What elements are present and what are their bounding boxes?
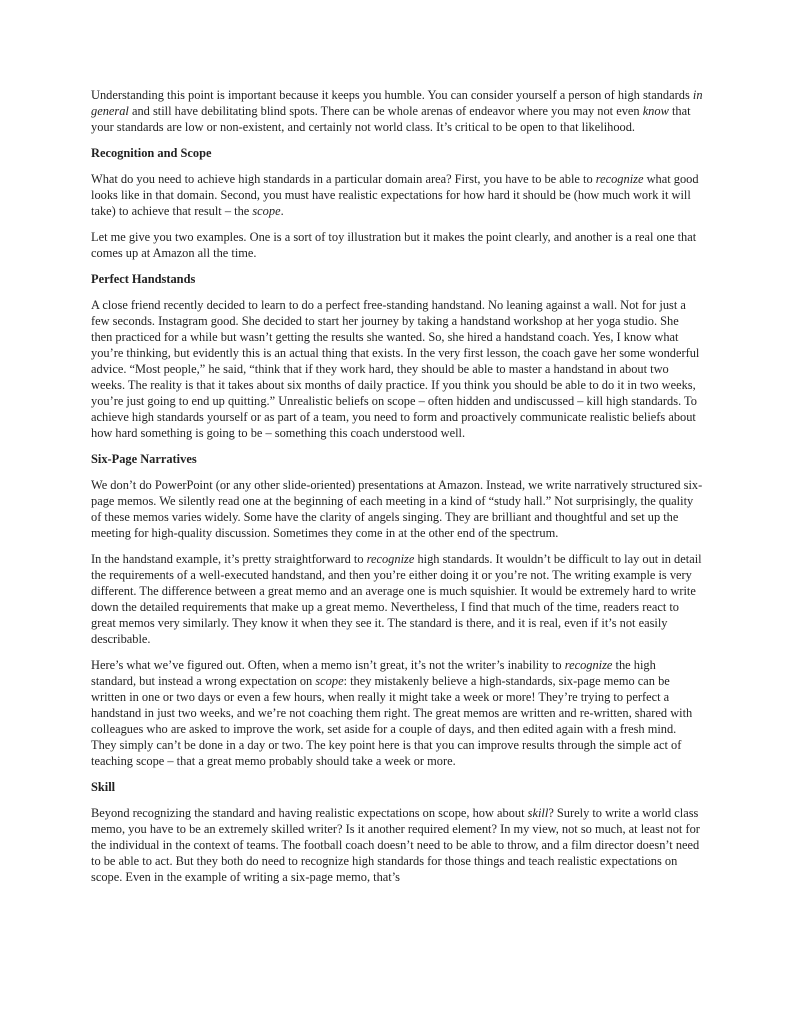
document-page: [91, 87, 703, 895]
paragraph-memos: We don’t do PowerPoint (or any other slide-oriented) presentations at Amazon. Instead, we write narratively structured six-page memos. We silently read one at the beginning of each meeting in a kind of “study hall.” Not surprisingly, the quality of these memos varies widely. Some have the clarity of angels singing. They are brilliant and thoughtful and set up the meeting for high-quality discussion. Sometimes they come in at the other end of the spectrum.: [91, 478, 703, 540]
paragraph-figured-out: Here’s what we’ve figured out. Often, when a memo isn’t great, it’s not the writer’s inability to recognize the high standard, but instead a wrong expectation on scope: they mistakenly believe a high-standards, six-page memo can be written in one or two days or even a few hours, when really it might take a week or more! They’re trying to perfect a handstand in just two weeks, and we’re not coaching them right. The great memos are written and re-written, shared with colleagues who are asked to improve the work, set aside for a couple of days, and then edited again with a fresh mind. They simply can’t be done in a day or two. The key point here is that you can improve results through the simple act of teaching scope – that a great memo probably should take a week or more.: [91, 658, 693, 768]
paragraph-humility: Understanding this point is important because it keeps you humble. You can consider yourself a person of high standards in general and still have debilitating blind spots. There can be whole arenas of endeavor where you may not even know that your standards are low or non-existent, and certainly not world class. It’s critical to be open to that likelihood.: [91, 88, 703, 134]
heading-perfect-handstands: Perfect Handstands: [91, 272, 196, 286]
paragraph-recognition: What do you need to achieve high standards in a particular domain area? First, you have to be able to recognize what good looks like in that domain. Second, you must have realistic expectations for how hard it should be (how much work it will take) to achieve that result – the scope.: [91, 172, 699, 218]
heading-recognition-and-scope: Recognition and Scope: [91, 146, 212, 160]
heading-skill: Skill: [91, 780, 116, 794]
paragraph-handstands: A close friend recently decided to learn to do a perfect free-standing handstand. No leaning against a wall. Not for just a few seconds. Instagram good. She decided to start her journey by taking a handstand workshop at her yoga studio. She then practiced for a while but wasn’t getting the results she wanted. So, she hired a handstand coach. Yes, I know what you’re thinking, but evidently this is an actual thing that exists. In the very first lesson, the coach gave her some wonderful advice. “Most people,” he said, “think that if they work hard, they should be able to master a handstand in about two weeks. The reality is that it takes about six months of daily practice. If you think you should be able to do it in two weeks, you’re just going to end up quitting.” Unrealistic beliefs on scope – often hidden and undiscussed – kill high standards. To achieve high standards yourself or as part of a team, you need to form and proactively communicate realistic beliefs about how hard something is going to be – something this coach understood well.: [91, 298, 700, 440]
heading-six-page-narratives: Six-Page Narratives: [91, 452, 197, 466]
paragraph-handstand-vs-writing: In the handstand example, it’s pretty straightforward to recognize high standards. It wouldn’t be difficult to lay out in detail the requirements of a well-executed handstand, and then you’re either doing it or you’re not. The writing example is very different. The difference between a great memo and an average one is much squishier. It would be extremely hard to write down the detailed requirements that make up a great memo. Nevertheless, I find that much of the time, readers react to great memos very similarly. They know it when they see it. The standard is there, and it is real, even if it’s not easily describable.: [91, 552, 702, 646]
paragraph-skill: Beyond recognizing the standard and having realistic expectations on scope, how about skill? Surely to write a world class memo, you have to be an extremely skilled writer? Is it another required element? In my view, not so much, at least not for the individual in the context of teams. The football coach doesn’t need to be able to throw, and a film director doesn’t need to be able to act. But they both do need to recognize high standards for those things and teach realistic expectations on scope. Even in the example of writing a six-page memo, that’s: [91, 806, 700, 884]
paragraph-two-examples: Let me give you two examples. One is a sort of toy illustration but it makes the point clearly, and another is a real one that comes up at Amazon all the time.: [91, 230, 697, 260]
